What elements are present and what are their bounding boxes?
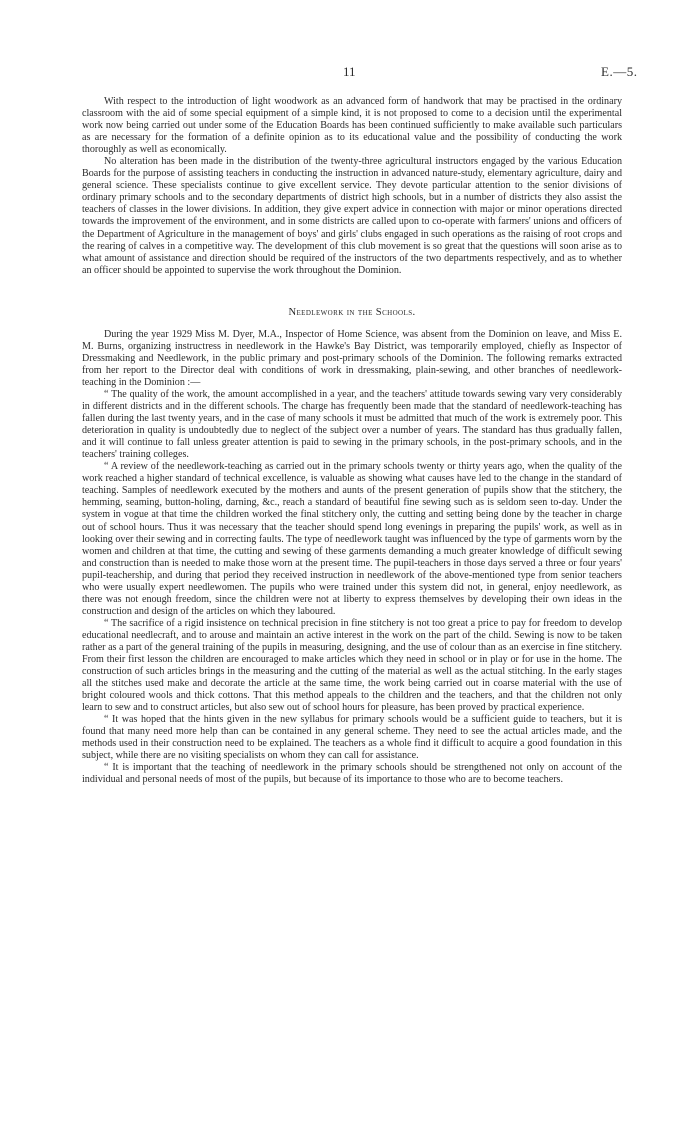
paragraph-agricultural-instructors: No alteration has been made in the distribution of the twenty-three agricultural instructors engaged by the various Education Boards for the purpose of assisting teachers in conducting the instruction in advanced nature-study, elementary agriculture, dairy and general science. These specialists continue to give excellent service. They devote particular attention to the senior divisions of ordinary primary schools and to the secondary departments of district high schools, but in a number of districts they also assist the teachers of classes in the lower divisions. In addition, they give expert advice in connection with major or minor operations directed towards the improvement of the environment, and in some districts are called upon to co-operate with farmers' unions and officers of the Department of Agriculture in the management of boys' and girls' clubs engaged in such operations as the raising of root crops and the rearing of calves in a competitive way. The development of this club movement is so great that the questions will soon arise as to what amount of assistance and direction should be required of the instructors of the two departments respectively, and as to whether an officer should be appointed to supervise the work throughout the Dominion. (82, 156, 622, 276)
paragraph-strengthen-teaching: “ It is important that the teaching of needlework in the primary schools should be strengthened not only on account of the individual and personal needs of most of the pupils, but because of its importance to those who are to become teachers. (82, 762, 622, 786)
paragraph-quality-of-work: “ The quality of the work, the amount accomplished in a year, and the teachers' attitude towards sewing vary very considerably in different districts and in the different schools. The charge has frequently been made that the standard of needlework-teaching has fallen during the last twenty years, and in the case of many schools it must be admitted that much of the work is extremely poor. This deterioration in quality is undoubtedly due to neglect of the subject over a number of years. The standard has thus gradually fallen, and it will continue to fall unless greater attention is paid to sewing in the primary schools, in the post-primary schools, and in the teachers' training colleges. (82, 388, 622, 461)
paragraph-light-woodwork: With respect to the introduction of light woodwork as an advanced form of handwork that may be practised in the ordinary classroom with the aid of some special equipment of a simple kind, it is not proposed to come to a decision until the experimental work now being carried out under some of the Education Boards has been continued sufficiently to make available such particulars as are necessary for the formation of a definite opinion as to its educational value and the possibility of conducting the work thoroughly as well as economically. (82, 96, 622, 156)
paragraph-review-of-teaching: “ A review of the needlework-teaching as carried out in the primary schools twenty or thirty years ago, when the quality of the work reached a higher standard of technical excellence, is valuable as showing what causes have led to the change in the standard of teaching. Samples of needlework executed by the mothers and aunts of the present generation of pupils show that the stitchery, the hemming, seaming, button-holing, darning, &c., reach a standard of beautiful fine sewing such as is seldom seen to-day. Under the system in vogue at that time the children worked the final stitchery only, the cutting and setting being done by the teacher in charge out of school hours. Thus it was necessary that the teacher should spend long evenings in preparing the pupils' work, as well as in looking over their sewing and in correcting faults. The type of needlework taught was influenced by the type of garments worn by the women and children at that time, the cutting and sewing of these garments demanding a much greater knowledge of difficult sewing and construction than is needed to make those worn at the present time. The pupil-teachers in those days served a three or four years' pupil-teachership, and during that period they received instruction in needlework of the above-mentioned type from senior teachers who were usually expert needlewomen. The pupils who were trained under this system did not, in general, enjoy needlework, as there was not enough freedom, since the children were not at liberty to express themselves by developing their own ideas in the construction and design of the articles on which they laboured. (82, 461, 622, 617)
page-header (0, 64, 700, 80)
page-body (82, 96, 622, 787)
page-number: 11 (343, 64, 356, 79)
paragraph-needlework-intro: During the year 1929 Miss M. Dyer, M.A., Inspector of Home Science, was absent from the Dominion on leave, and Miss E. M. Burns, organizing instructress in needlework in the Hawke's Bay District, was temporarily employed, chiefly as Inspector of Dressmaking and Needlework, in the public primary and post-primary schools of the Dominion. The following remarks extracted from her report to the Director deal with conditions of work in dressmaking, plain-sewing, and other branches of needlework-teaching in the Dominion :— (82, 328, 622, 388)
document-code: E.—5. (601, 64, 638, 79)
paragraph-sacrifice-of-precision: “ The sacrifice of a rigid insistence on technical precision in fine stitchery is not too great a price to pay for freedom to develop educational needlecraft, and to arouse and maintain an active interest in the work on the part of the child. Sewing is now to be taken rather as a part of the general training of the pupils in measuring, designing, and the use of colour than as an exercise in fine stitchery. From their first lesson the children are encouraged to make articles which they need in school or in play or for use in the home. The construction of such articles brings in the measuring and the cutting of the material as well as the actual stitching. In the early stages all the stitches used make and decorate the article at the same time, the work being carried out in coarse material with the use of bright coloured wools and thick cottons. That this method appeals to the children and the teachers, and that the children not only learn to sew and to construct articles, but also sew out of school hours for pleasure, has been proved by practical experience. (82, 617, 622, 714)
paragraph-syllabus-hints: “ It was hoped that the hints given in the new syllabus for primary schools would be a sufficient guide to teachers, but it is found that many need more help than can be contained in any general scheme. They need to see the actual articles made, and the methods used in their construction need to be explained. The teachers as a whole find it difficult to acquire a good foundation in this subject, while there are no visiting specialists on whom they can call for assistance. (82, 714, 622, 762)
section-heading-needlework: Needlework in the Schools. (288, 306, 416, 318)
